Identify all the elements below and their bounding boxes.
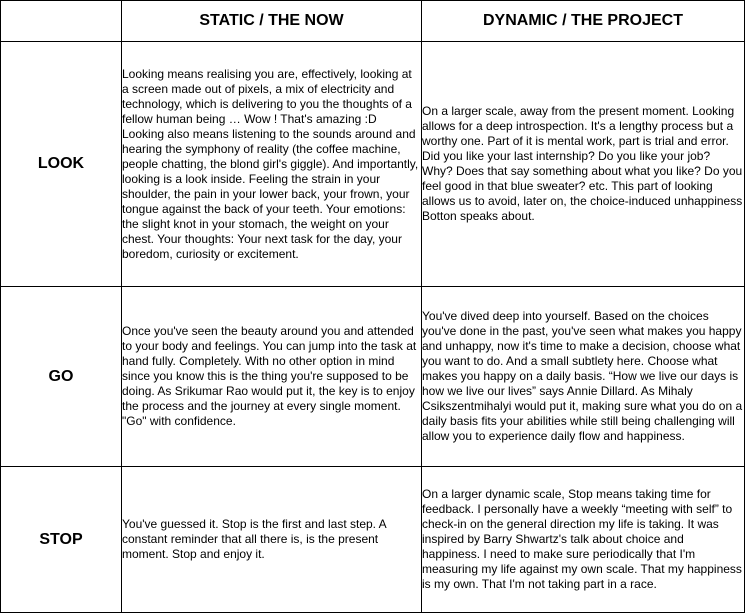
header-row (1, 1, 745, 42)
cell-look-static (122, 42, 422, 287)
column-header-static: STATIC / THE NOW (122, 1, 422, 42)
empty-corner-cell (1, 1, 122, 42)
row-header-stop: STOP (1, 467, 122, 613)
table-row-look (1, 42, 745, 287)
cell-look-dynamic (422, 42, 745, 287)
row-header-go: GO (1, 287, 122, 467)
cell-go-static (122, 287, 422, 467)
cell-stop-dynamic (422, 467, 745, 613)
cell-stop-static (122, 467, 422, 613)
cell-text: You've guessed it. Stop is the first and last step. A constant reminder that all there is, is the present moment. Stop and enjoy it. (122, 517, 387, 561)
cell-text: Once you've seen the beauty around you and attended to your body and feelings. You can jump into the task at hand fully. Completely. With no other option in mind since you know this is the thing you're supposed to be doing. As Srikumar Rao would put it, the key is to enjoy the process and the journey at every single moment. "Go" with confidence. (122, 324, 417, 428)
table-row-stop (1, 467, 745, 613)
table-row-go (1, 287, 745, 467)
cell-text: Looking means realising you are, effectively, looking at a screen made out of pixels, a mix of electricity and technology, which is delivering to you the thoughts of a fellow human being … Wow ! That's amazing :D Looking also means listening to the sounds around and hearing the symphony of reality (the coffee machine, people chatting, the blond girl's giggle). And importantly, looking is a look inside. Feeling the strain in your shoulder, the pain in your lower back, your frown, your tongue against the back of your teeth. Your emotions: the slight knot in your stomach, the weight on your chest. Your thoughts: Your next task for the day, your boredom, curiosity or excitement. (122, 66, 419, 261)
row-header-look: LOOK (1, 42, 122, 287)
cell-text: On a larger scale, away from the present moment. Looking allows for a deep introspection. It's a lengthy process but a worthy one. Part of it is mental work, part is trial and error. Did you like your last internship? Do you like your job? Why? Does that say something about what you like? Do you feel good in that blue sweater? etc. This part of looking allows us to avoid, later on, the choice-induced unhappiness Botton speaks about. (422, 104, 743, 223)
column-header-dynamic: DYNAMIC / THE PROJECT (422, 1, 745, 42)
cell-text: You've dived deep into yourself. Based on the choices you've done in the past, you've seen what makes you happy and unhappy, now it's time to make a decision, choose what you want to do. And a small subtlety here. Choose what makes you happy on a daily basis. “How we live our days is how we live our lives” says Annie Dillard. As Mihaly Csikszentmihalyi would put it, making sure what you do on a daily basis fits your abilities while still being challenging will allow you to experience daily flow and happiness. (422, 309, 743, 443)
cell-text: On a larger dynamic scale, Stop means taking time for feedback. I personally have a weekly “meeting with self” to check-in on the general direction my life is taking. It was inspired by Barry Shwartz's talk about choice and happiness. I need to make sure periodically that I'm measuring my life against my own scale. That my happiness is my own. That I'm not taking part in a race. (422, 487, 742, 591)
cell-go-dynamic (422, 287, 745, 467)
